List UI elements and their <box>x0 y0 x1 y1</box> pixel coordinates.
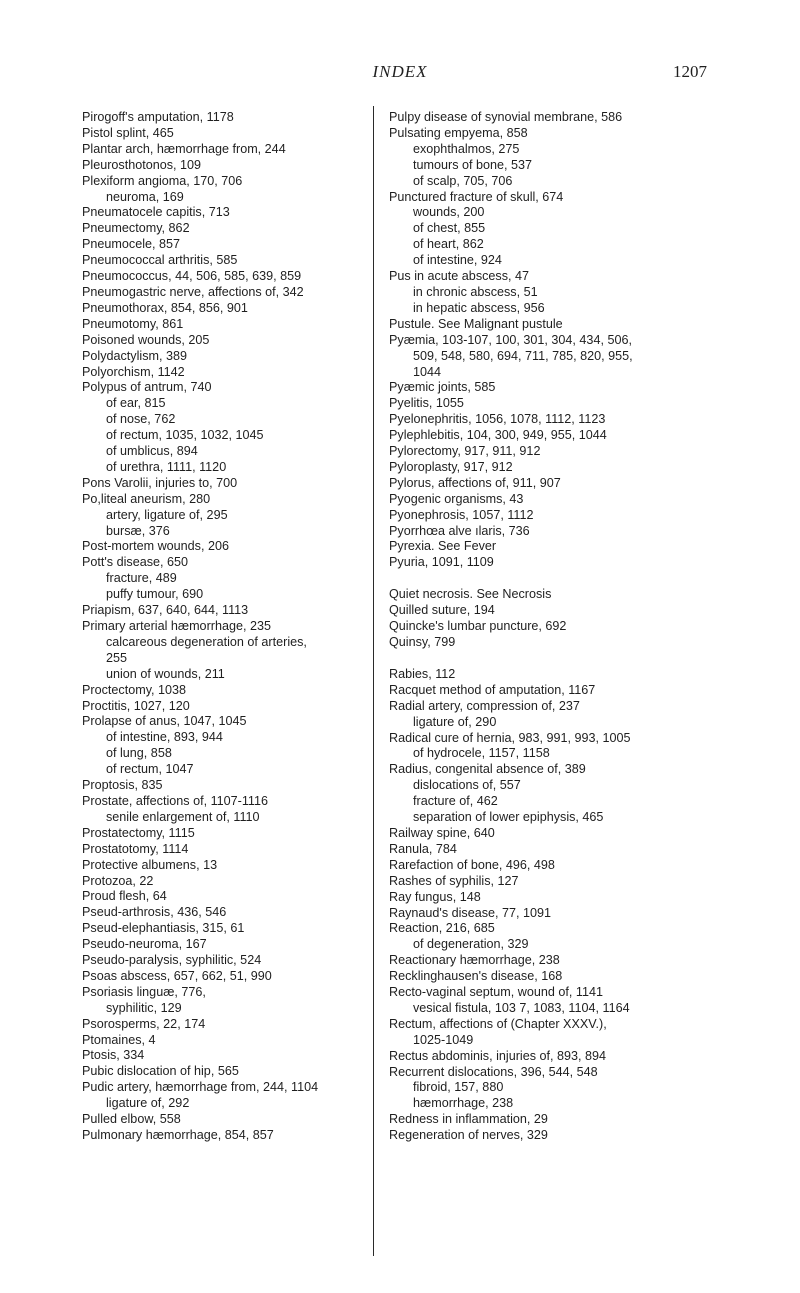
index-entry: Proctectomy, 1038 <box>82 682 187 697</box>
index-subentry: of chest, 855 <box>413 221 486 236</box>
index-entry: Reaction, 216, 685 <box>389 921 495 936</box>
index-entry: Pneumococcus, 44, 506, 585, 639, 859 <box>82 269 302 284</box>
index-subentry: vesical fistula, 103 7, 1083, 1104, 1164 <box>413 1000 630 1015</box>
index-subentry: of intestine, 893, 944 <box>106 730 223 745</box>
index-entry: Pyelitis, 1055 <box>389 396 464 411</box>
index-entry: Pyæmia, 103-107, 100, 301, 304, 434, 506, <box>389 332 632 347</box>
index-entry: Polyorchism, 1142 <box>82 364 185 379</box>
index-entry: Rarefaction of bone, 496, 498 <box>389 857 555 872</box>
index-entry: Pyloroplasty, 917, 912 <box>389 459 513 474</box>
index-entry: Railway spine, 640 <box>389 825 495 840</box>
index-entry: Pneumectomy, 862 <box>82 221 190 236</box>
index-subentry: syphilitic, 129 <box>106 1000 182 1015</box>
index-entry: Recurrent dislocations, 396, 544, 548 <box>389 1064 598 1079</box>
index-entry: Primary arterial hæmorrhage, 235 <box>82 619 271 633</box>
index-entry: Rectus abdominis, injuries of, 893, 894 <box>389 1048 607 1063</box>
index-entry: Prostatectomy, 1115 <box>82 825 195 840</box>
index-subentry: wounds, 200 <box>413 205 485 220</box>
index-entry: Pistol splint, 465 <box>82 125 174 140</box>
index-entry: Redness in inflammation, 29 <box>389 1112 548 1127</box>
index-entry: Protozoa, 22 <box>82 873 154 888</box>
index-entry: Pylorectomy, 917, 911, 912 <box>389 444 541 459</box>
index-entry: Pseudo-neuroma, 167 <box>82 937 207 952</box>
index-entry: Pott's disease, 650 <box>82 555 189 570</box>
index-entry: Psoas abscess, 657, 662, 51, 990 <box>82 968 272 983</box>
index-column-right <box>389 110 719 1144</box>
index-entry: Pulsating empyema, 858 <box>389 125 528 140</box>
index-entry: Po,liteal aneurism, 280 <box>82 491 211 506</box>
index-entry: Pulmonary hæmorrhage, 854, 857 <box>82 1128 274 1142</box>
index-entry: Ranula, 784 <box>389 841 457 856</box>
index-entry: Pyrexia. See Fever <box>389 539 497 554</box>
index-entry: Pseud-elephantiasis, 315, 61 <box>82 921 245 936</box>
index-entry: Pylephlebitis, 104, 300, 949, 955, 1044 <box>389 428 607 443</box>
index-entry: Rashes of syphilis, 127 <box>389 873 519 888</box>
index-entry: Ptosis, 334 <box>82 1048 145 1063</box>
index-entry: Psoriasis linguæ, 776, <box>82 984 206 999</box>
index-subentry: artery, ligature of, 295 <box>106 507 228 522</box>
index-subentry: of hydrocele, 1157, 1158 <box>413 746 550 761</box>
index-subentry: in hepatic abscess, 956 <box>413 300 545 315</box>
index-entry: Pseud-arthrosis, 436, 546 <box>82 905 227 920</box>
index-entry: Quinsy, 799 <box>389 635 456 649</box>
index-entry: Quincke's lumbar puncture, 692 <box>389 619 567 634</box>
index-entry: Pyonephrosis, 1057, 1112 <box>389 507 534 522</box>
index-subentry: of intestine, 924 <box>413 253 502 268</box>
index-entry: Priapism, 637, 640, 644, 1113 <box>82 603 249 618</box>
index-entry: Pyorrhœa alve ılaris, 736 <box>389 523 530 538</box>
index-entry: Pseudo-paralysis, syphilitic, 524 <box>82 953 262 968</box>
index-subentry: of nose, 762 <box>106 412 176 427</box>
index-subentry: calcareous degeneration of arteries, <box>106 634 307 649</box>
index-entry: Pneumogastric nerve, affections of, 342 <box>82 284 304 299</box>
index-entry: Pneumococcal arthritis, 585 <box>82 253 238 268</box>
index-entry: Pneumotomy, 861 <box>82 316 184 331</box>
index-entry: Pylorus, affections of, 911, 907 <box>389 475 561 490</box>
index-entry: Proud flesh, 64 <box>82 889 167 904</box>
index-entry: Prostate, affections of, 1107-1116 <box>82 793 268 808</box>
index-entry: Pneumothorax, 854, 856, 901 <box>82 300 248 315</box>
index-subentry: 255 <box>106 650 128 665</box>
index-entry-continuation: 1044 <box>413 364 442 379</box>
index-entry: Pubic dislocation of hip, 565 <box>82 1064 239 1079</box>
index-column-left <box>82 110 364 1144</box>
index-subentry: of degeneration, 329 <box>413 937 529 952</box>
index-entry: Radius, congenital absence of, 389 <box>389 762 586 777</box>
index-subentry: union of wounds, 211 <box>106 666 225 681</box>
index-entry: Protective albumens, 13 <box>82 857 218 872</box>
column-divider <box>373 106 374 1256</box>
index-entry: Ptomaines, 4 <box>82 1032 156 1047</box>
index-entry: Pulpy disease of synovial membrane, 586 <box>389 110 623 124</box>
index-entry: Polypus of antrum, 740 <box>82 380 212 395</box>
index-subentry: dislocations of, 557 <box>413 778 521 793</box>
index-entry: Pirogoff's amputation, 1178 <box>82 110 234 124</box>
index-entry: Quiet necrosis. See Necrosis <box>389 587 552 602</box>
index-subentry: of scalp, 705, 706 <box>413 173 513 188</box>
index-entry: Pyelonephritis, 1056, 1078, 1112, 1123 <box>389 412 606 427</box>
index-entry: Pus in acute abscess, 47 <box>389 269 530 284</box>
page-header <box>0 62 800 86</box>
index-subentry: tumours of bone, 537 <box>413 157 533 172</box>
index-subentry: of ear, 815 <box>106 396 166 411</box>
index-entry: Pyuria, 1091, 1109 <box>389 555 494 570</box>
index-entry: Pudic artery, hæmorrhage from, 244, 1104 <box>82 1080 319 1095</box>
index-entry: Punctured fracture of skull, 674 <box>389 189 564 204</box>
index-entry: Rectum, affections of (Chapter XXXV.), <box>389 1016 607 1031</box>
index-entry: Post-mortem wounds, 206 <box>82 539 229 554</box>
index-subentry: bursæ, 376 <box>106 523 170 538</box>
index-subentry: in chronic abscess, 51 <box>413 284 538 299</box>
index-entry: Pneumocele, 857 <box>82 237 181 252</box>
index-entry: Plantar arch, hæmorrhage from, 244 <box>82 141 286 156</box>
index-entry: Psorosperms, 22, 174 <box>82 1016 206 1031</box>
index-entry: Racquet method of amputation, 1167 <box>389 682 596 697</box>
index-entry: Quilled suture, 194 <box>389 603 495 618</box>
index-subentry: of heart, 862 <box>413 237 484 252</box>
index-entry: Ray fungus, 148 <box>389 889 481 904</box>
index-entry: Poisoned wounds, 205 <box>82 332 210 347</box>
index-entry: Raynaud's disease, 77, 1091 <box>389 905 552 920</box>
index-entry: Recto-vaginal septum, wound of, 1141 <box>389 985 603 1000</box>
index-entry: Pustule. See Malignant pustule <box>389 316 563 331</box>
index-entry: Radical cure of hernia, 983, 991, 993, 1005 <box>389 730 631 745</box>
index-entry: Pulled elbow, 558 <box>82 1112 181 1127</box>
index-subentry: of urethra, 1111, 1120 <box>106 459 227 474</box>
index-subentry: ligature of, 290 <box>413 714 497 729</box>
index-entry: Pons Varolii, injuries to, 700 <box>82 475 238 490</box>
index-entry: Proptosis, 835 <box>82 778 163 793</box>
index-entry-continuation: 1025-1049 <box>413 1032 474 1047</box>
index-entry: Pyogenic organisms, 43 <box>389 491 524 506</box>
index-subentry: of rectum, 1047 <box>106 762 194 777</box>
index-subentry: of lung, 858 <box>106 746 172 761</box>
index-subentry: neuroma, 169 <box>106 189 184 204</box>
index-entry: Recklinghausen's disease, 168 <box>389 969 563 984</box>
index-subentry: separation of lower epiphysis, 465 <box>413 810 604 825</box>
index-subentry: puffy tumour, 690 <box>106 587 204 602</box>
index-entry: Pleurosthotonos, 109 <box>82 157 202 172</box>
index-entry: Prolapse of anus, 1047, 1045 <box>82 714 247 729</box>
index-subentry: exophthalmos, 275 <box>413 141 520 156</box>
index-entry: Plexiform angioma, 170, 706 <box>82 173 243 188</box>
index-entry: Rabies, 112 <box>389 666 456 681</box>
index-entry-continuation: 509, 548, 580, 694, 711, 785, 820, 955, <box>413 348 633 363</box>
index-entry: Regeneration of nerves, 329 <box>389 1128 548 1143</box>
index-subentry: fracture, 489 <box>106 571 177 586</box>
index-entry: Polydactylism, 389 <box>82 348 187 363</box>
index-entry: Prostatotomy, 1114 <box>82 841 189 856</box>
index-entry: Radial artery, compression of, 237 <box>389 698 580 713</box>
index-subentry: fracture of, 462 <box>413 794 498 809</box>
index-subentry: hæmorrhage, 238 <box>413 1096 514 1111</box>
running-head: INDEX <box>372 62 428 81</box>
index-entry: Pyæmic joints, 585 <box>389 380 496 395</box>
index-entry: Proctitis, 1027, 120 <box>82 698 190 713</box>
index-subentry: of umblicus, 894 <box>106 444 198 459</box>
index-subentry: of rectum, 1035, 1032, 1045 <box>106 428 264 443</box>
index-subentry: senile enlargement of, 1110 <box>106 809 260 824</box>
index-entry: Pneumatocele capitis, 713 <box>82 205 230 220</box>
index-subentry: ligature of, 292 <box>106 1096 190 1111</box>
page-number: 1207 <box>673 62 707 81</box>
index-entry: Reactionary hæmorrhage, 238 <box>389 953 560 968</box>
index-subentry: fibroid, 157, 880 <box>413 1080 504 1095</box>
